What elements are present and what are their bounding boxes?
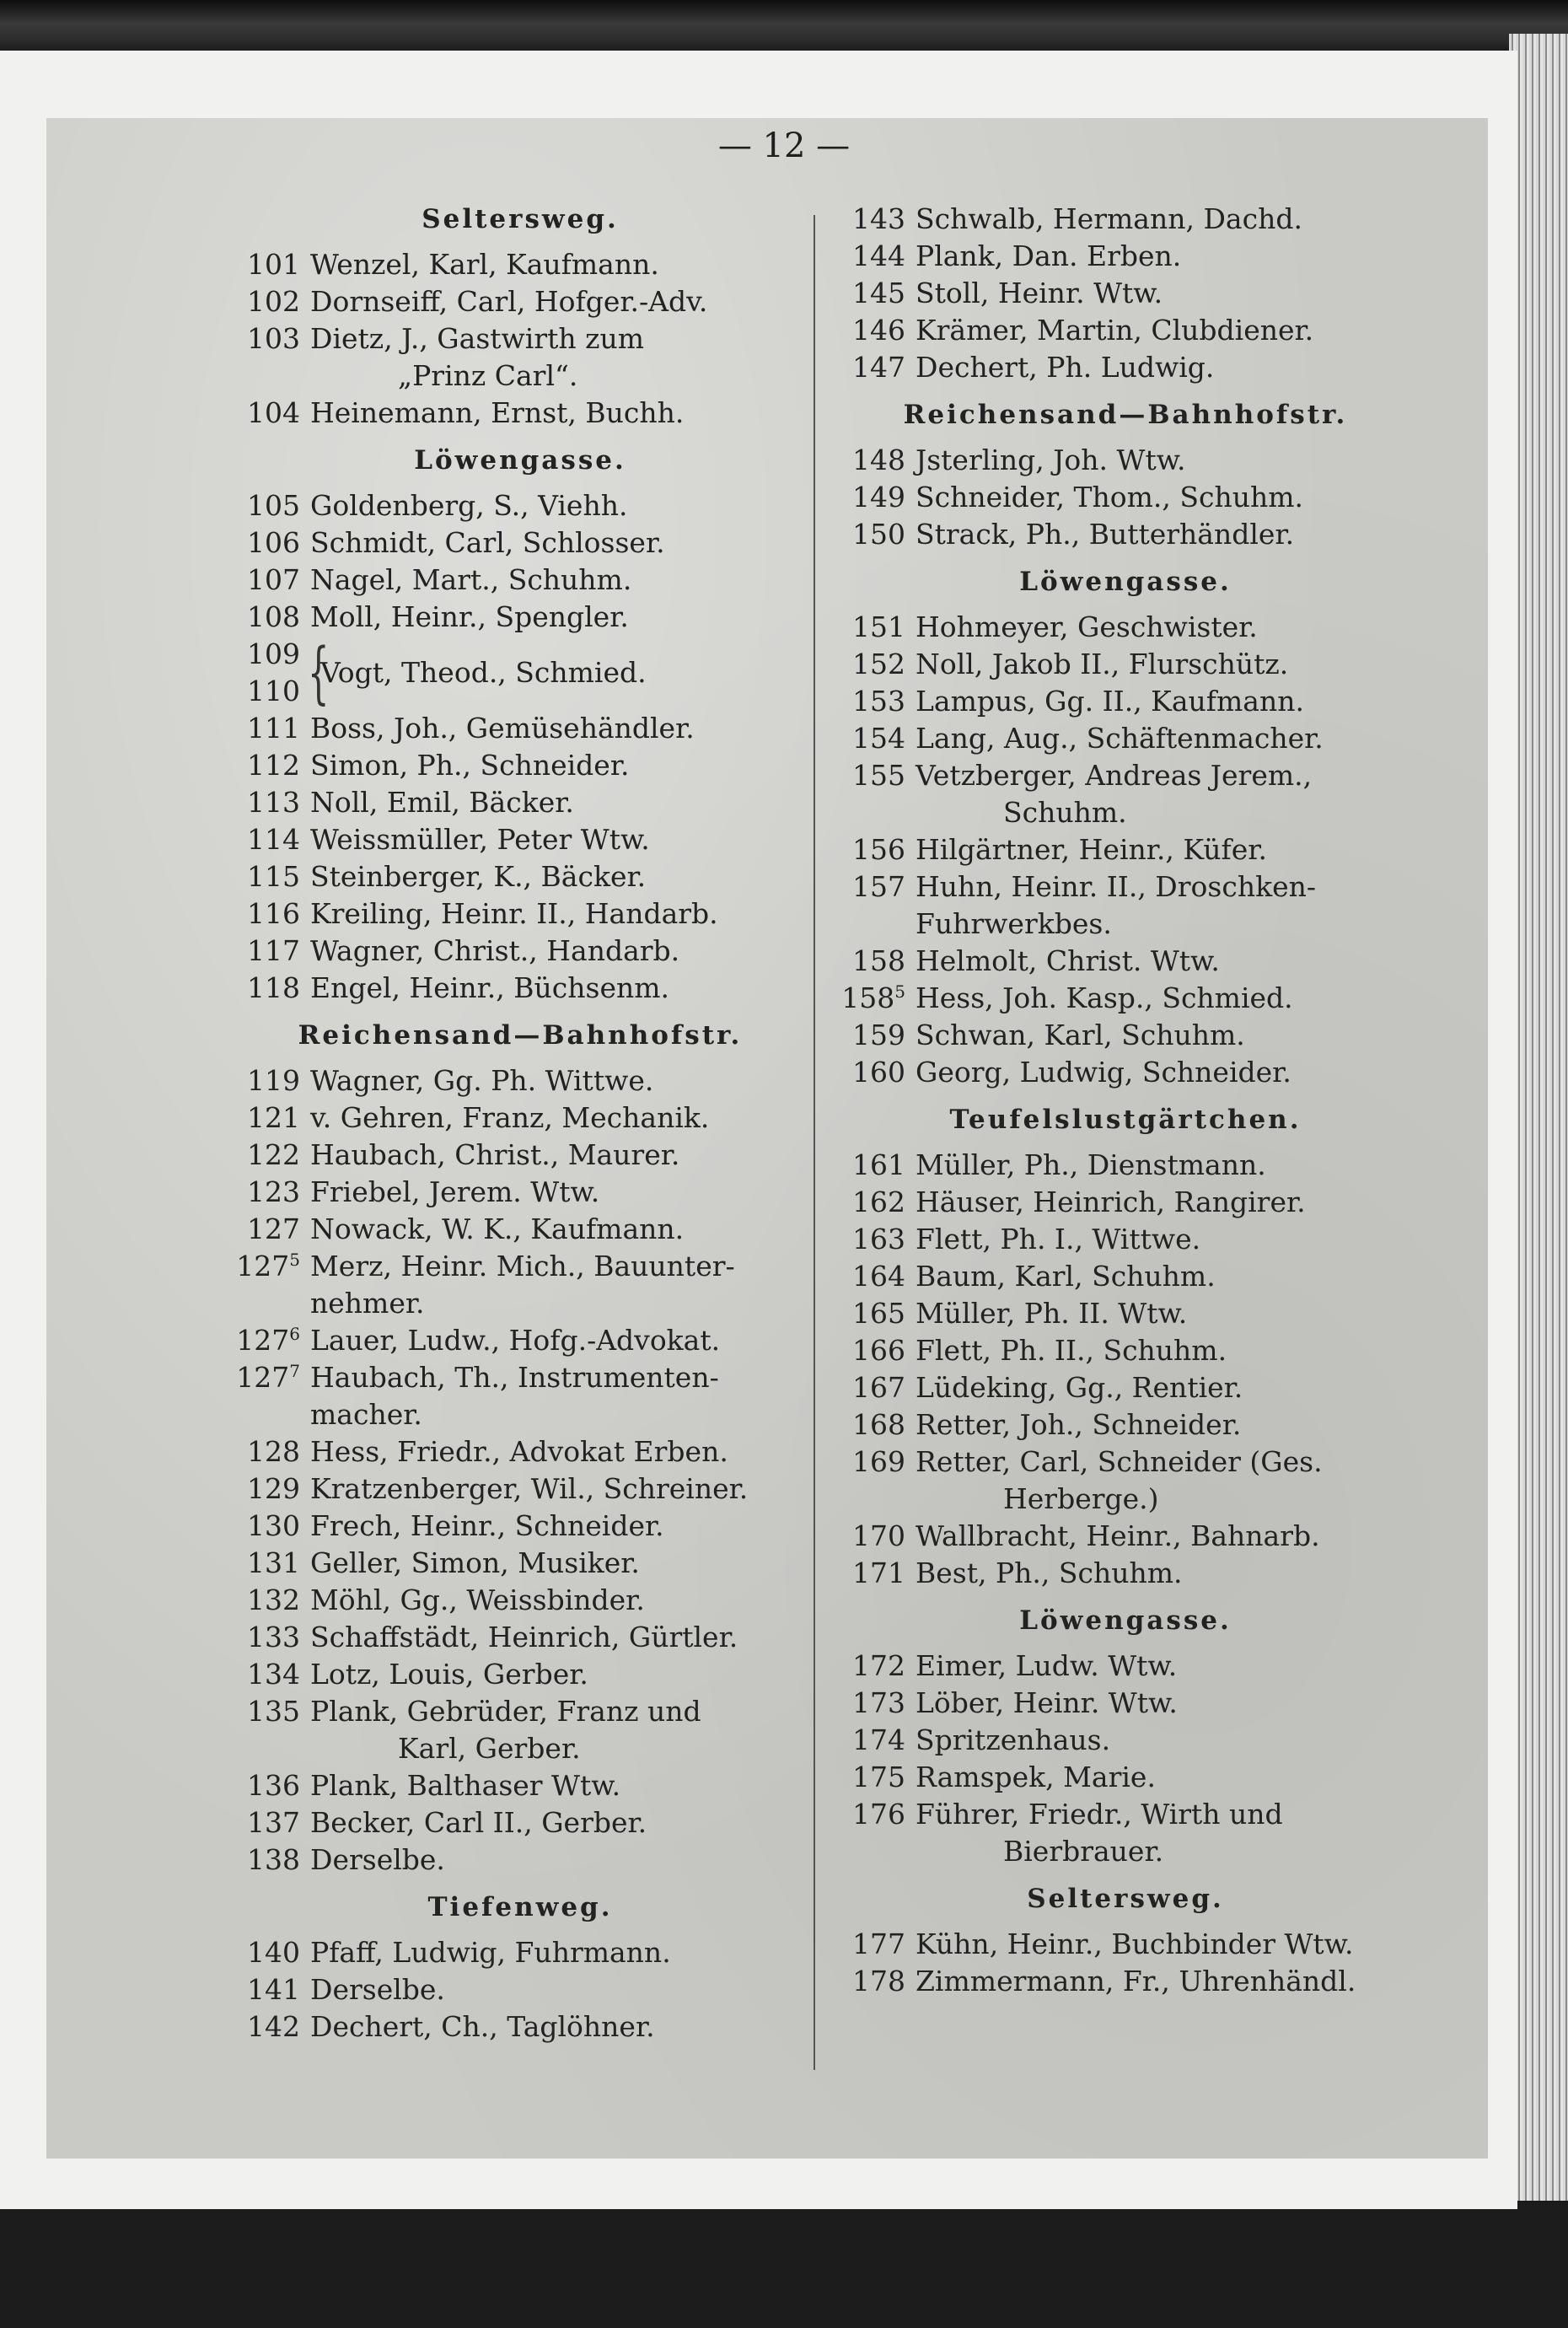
list-item [229, 633, 811, 712]
resident-entry: Weissmüller, Peter Wtw. [310, 823, 650, 856]
right-column [835, 201, 1416, 2000]
resident-entry: Schmidt, Carl, Schlosser. [310, 526, 665, 559]
resident-entry: Heinemann, Ernst, Buchh. [310, 396, 685, 429]
resident-entry: v. Gehren, Franz, Mechanik. [310, 1101, 710, 1134]
house-number: 171 [852, 1556, 905, 1589]
house-number: 113 [247, 786, 300, 819]
house-number: 142 [247, 2010, 300, 2043]
resident-entry: Führer, Friedr., Wirth und [916, 1798, 1283, 1831]
house-number: 107 [247, 563, 300, 596]
entry-continuation: „Prinz Carl“. [398, 359, 578, 392]
list-item [229, 1545, 811, 1582]
list-item [229, 895, 811, 933]
list-item [835, 1926, 1416, 1963]
street-heading: Löwengasse. [414, 445, 626, 476]
house-number: 127 [247, 1212, 300, 1245]
entry-continuation: Bierbrauer. [1003, 1835, 1164, 1868]
house-number: 178 [852, 1965, 905, 1997]
list-item [835, 1685, 1416, 1722]
resident-entry: Retter, Carl, Schneider (Ges. [916, 1445, 1323, 1478]
house-number: 147 [852, 351, 905, 384]
street-heading: Löwengasse. [1019, 1605, 1232, 1636]
resident-entry: Schneider, Thom., Schuhm. [916, 481, 1303, 513]
resident-entry: Lang, Aug., Schäftenmacher. [916, 722, 1324, 755]
house-number: 169 [852, 1445, 905, 1478]
house-number: 146 [852, 314, 905, 347]
house-number: 115 [247, 860, 300, 893]
house-number: $158^5$ [841, 981, 905, 1014]
list-item [835, 1332, 1416, 1369]
resident-entry: Dechert, Ch., Taglöhner. [310, 2010, 655, 2043]
resident-entry: Kühn, Heinr., Buchbinder Wtw. [916, 1927, 1354, 1960]
resident-entry: Löber, Heinr. Wtw. [916, 1686, 1178, 1719]
list-item [835, 646, 1416, 683]
brace-icon: { [308, 633, 330, 712]
list-item [835, 980, 1416, 1017]
house-number: 153 [852, 685, 905, 718]
resident-entry: Huhn, Heinr. II., Droschken- [916, 870, 1317, 903]
list-item [229, 1248, 811, 1285]
house-number: 129 [247, 1472, 300, 1505]
resident-entry: Eimer, Ludw. Wtw. [916, 1649, 1178, 1682]
house-number: 138 [247, 1843, 300, 1876]
house-number: 175 [852, 1761, 905, 1793]
list-item [229, 1137, 811, 1174]
list-item [835, 1444, 1416, 1481]
resident-entry: Vogt, Theod., Schmied. [320, 656, 647, 689]
house-number: 163 [852, 1223, 905, 1255]
list-item [835, 442, 1416, 479]
house-number: 162 [852, 1186, 905, 1218]
street-heading: Teufelslustgärtchen. [949, 1105, 1302, 1135]
house-number: 156 [852, 833, 905, 866]
house-number: 103 [247, 322, 300, 355]
resident-entry: Best, Ph., Schuhm. [916, 1556, 1183, 1589]
list-item [835, 479, 1416, 516]
house-number: 157 [852, 870, 905, 903]
resident-entry: Merz, Heinr. Mich., Bauunter- [310, 1250, 735, 1282]
resident-entry: Kreiling, Heinr. II., Handarb. [310, 897, 718, 930]
resident-entry: Lotz, Louis, Gerber. [310, 1658, 588, 1691]
street-heading: Löwengasse. [1019, 567, 1232, 597]
house-number: 167 [852, 1371, 905, 1404]
resident-entry: Pfaff, Ludwig, Fuhrmann. [310, 1936, 671, 1969]
house-number: 155 [852, 759, 905, 792]
resident-entry: Geller, Simon, Musiker. [310, 1546, 640, 1579]
house-number: 114 [247, 823, 300, 856]
entry-continuation: Herberge.) [1003, 1482, 1159, 1515]
resident-entry: Lauer, Ludw., Hofg.-Advokat. [310, 1324, 721, 1357]
page-edges [1509, 34, 1568, 2201]
list-item [835, 349, 1416, 386]
resident-entry: Vetzberger, Andreas Jerem., [916, 759, 1313, 792]
resident-entry: Dietz, J., Gastwirth zum [310, 322, 645, 355]
list-item [835, 720, 1416, 757]
resident-entry: Möhl, Gg., Weissbinder. [310, 1583, 645, 1616]
list-item [835, 201, 1416, 238]
list-item [229, 599, 811, 636]
list-item [229, 562, 811, 599]
resident-entry: Baum, Karl, Schuhm. [916, 1260, 1216, 1293]
list-item [229, 784, 811, 821]
list-item [229, 1841, 811, 1879]
list-item [229, 858, 811, 895]
list-item [229, 1582, 811, 1619]
list-item [229, 1099, 811, 1137]
list-item [835, 1963, 1416, 2000]
house-number: 136 [247, 1769, 300, 1802]
resident-entry: Nowack, W. K., Kaufmann. [310, 1212, 685, 1245]
house-number: 173 [852, 1686, 905, 1719]
resident-entry: Engel, Heinr., Büchsenm. [310, 971, 670, 1004]
house-number: 106 [247, 526, 300, 559]
list-item [835, 1295, 1416, 1332]
list-item [229, 747, 811, 784]
list-item [835, 312, 1416, 349]
house-number: 164 [852, 1260, 905, 1293]
list-item [229, 1508, 811, 1545]
house-number: $127^6$ [236, 1324, 300, 1357]
list-item [229, 1433, 811, 1470]
house-number: 122 [247, 1138, 300, 1171]
list-item [229, 1971, 811, 2008]
house-number: 108 [247, 600, 300, 633]
house-number: 135 [247, 1695, 300, 1728]
resident-entry: Frech, Heinr., Schneider. [310, 1509, 664, 1542]
house-number: 118 [247, 971, 300, 1004]
list-item [835, 516, 1416, 553]
house-number: 160 [852, 1056, 905, 1089]
house-number: 143 [852, 202, 905, 235]
house-number: $127^5$ [236, 1250, 300, 1282]
list-item [229, 1767, 811, 1804]
list-item [229, 1656, 811, 1693]
list-item [229, 1619, 811, 1656]
house-number: 145 [852, 277, 905, 309]
house-number: 102 [247, 285, 300, 318]
list-item [229, 970, 811, 1007]
house-number: 128 [247, 1435, 300, 1468]
house-number: 144 [852, 239, 905, 272]
list-item [229, 246, 811, 283]
list-item [835, 609, 1416, 646]
resident-entry: Zimmermann, Fr., Uhrenhändl. [916, 1965, 1356, 1997]
resident-entry: Krämer, Martin, Clubdiener. [916, 314, 1314, 347]
resident-entry: Nagel, Mart., Schuhm. [310, 563, 632, 596]
entry-continuation: Schuhm. [1003, 796, 1127, 829]
entry-continuation: Fuhrwerkbes. [916, 907, 1112, 940]
list-item [835, 1722, 1416, 1759]
street-heading: Seltersweg. [422, 204, 619, 234]
list-item [835, 1369, 1416, 1406]
list-item [229, 1693, 811, 1730]
list-item [229, 933, 811, 970]
resident-entry: Müller, Ph. II. Wtw. [916, 1297, 1188, 1330]
house-number: 110 [247, 675, 300, 707]
resident-entry: Spritzenhaus. [916, 1723, 1111, 1756]
house-number: 116 [247, 897, 300, 930]
house-number: 158 [852, 944, 905, 977]
resident-entry: Müller, Ph., Dienstmann. [916, 1148, 1266, 1181]
resident-entry: Derselbe. [310, 1973, 445, 2006]
house-number: 121 [247, 1101, 300, 1134]
resident-entry: Lampus, Gg. II., Kaufmann. [916, 685, 1304, 718]
resident-entry: Hilgärtner, Heinr., Küfer. [916, 833, 1267, 866]
house-number: 123 [247, 1175, 300, 1208]
page-number: — 12 — [717, 126, 851, 165]
list-item [229, 821, 811, 858]
resident-entry: Helmolt, Christ. Wtw. [916, 944, 1220, 977]
house-number: 152 [852, 648, 905, 680]
list-item [229, 524, 811, 562]
resident-entry: Schaffstädt, Heinrich, Gürtler. [310, 1621, 738, 1653]
resident-entry: Wallbracht, Heinr., Bahnarb. [916, 1519, 1320, 1552]
list-item [229, 1359, 811, 1396]
resident-entry: Haubach, Th., Instrumenten- [310, 1361, 719, 1394]
house-number: 148 [852, 444, 905, 476]
resident-entry: Retter, Joh., Schneider. [916, 1408, 1242, 1441]
street-heading: Tiefenweg. [427, 1892, 613, 1922]
street-heading: Reichensand—Bahnhofstr. [903, 400, 1348, 430]
house-number: 133 [247, 1621, 300, 1653]
resident-entry: Flett, Ph. I., Wittwe. [916, 1223, 1201, 1255]
list-item [229, 1804, 811, 1841]
list-item [835, 1054, 1416, 1091]
list-item [229, 283, 811, 320]
entry-continuation: nehmer. [310, 1287, 425, 1320]
resident-entry: Georg, Ludwig, Schneider. [916, 1056, 1291, 1089]
resident-entry: Schwalb, Hermann, Dachd. [916, 202, 1302, 235]
house-number: 140 [247, 1936, 300, 1969]
resident-entry: Flett, Ph. II., Schuhm. [916, 1334, 1227, 1367]
house-number: 168 [852, 1408, 905, 1441]
list-item [835, 1258, 1416, 1295]
list-item [835, 1147, 1416, 1184]
resident-entry: Noll, Jakob II., Flurschütz. [916, 648, 1289, 680]
list-item [229, 1322, 811, 1359]
house-number: 174 [852, 1723, 905, 1756]
resident-entry: Boss, Joh., Gemüsehändler. [310, 712, 695, 745]
house-number: 151 [852, 610, 905, 643]
list-item [835, 1221, 1416, 1258]
house-number: 104 [247, 396, 300, 429]
house-number: 109 [247, 637, 300, 670]
resident-entry: Hess, Friedr., Advokat Erben. [310, 1435, 728, 1468]
resident-entry: Stoll, Heinr. Wtw. [916, 277, 1163, 309]
list-item [835, 275, 1416, 312]
house-number: 137 [247, 1806, 300, 1839]
resident-entry: Steinberger, K., Bäcker. [310, 860, 647, 893]
resident-entry: Schwan, Karl, Schuhm. [916, 1019, 1245, 1051]
house-number: 132 [247, 1583, 300, 1616]
house-number: 154 [852, 722, 905, 755]
list-item [229, 1211, 811, 1248]
house-number: 141 [247, 1973, 300, 2006]
list-item [229, 487, 811, 524]
list-item [835, 1648, 1416, 1685]
resident-entry: Lüdeking, Gg., Rentier. [916, 1371, 1243, 1404]
resident-entry: Wagner, Gg. Ph. Wittwe. [310, 1064, 654, 1097]
list-item [835, 238, 1416, 275]
resident-entry: Hohmeyer, Geschwister. [916, 610, 1258, 643]
resident-entry: Dornseiff, Carl, Hofger.-Adv. [310, 285, 708, 318]
column-divider [814, 215, 815, 2070]
list-item [229, 1470, 811, 1508]
list-item [835, 831, 1416, 868]
list-item [835, 1518, 1416, 1555]
resident-entry: Derselbe. [310, 1843, 445, 1876]
house-number: 111 [247, 712, 300, 745]
resident-entry: Goldenberg, S., Viehh. [310, 489, 628, 522]
left-column [229, 201, 811, 2046]
resident-entry: Becker, Carl II., Gerber. [310, 1806, 647, 1839]
list-item [229, 1062, 811, 1099]
resident-entry: Wenzel, Karl, Kaufmann. [310, 248, 659, 281]
resident-entry: Hess, Joh. Kasp., Schmied. [916, 981, 1293, 1014]
list-item [835, 943, 1416, 980]
street-heading: Seltersweg. [1027, 1884, 1224, 1914]
house-number: 177 [852, 1927, 905, 1960]
resident-entry: Noll, Emil, Bäcker. [310, 786, 574, 819]
house-number: 166 [852, 1334, 905, 1367]
resident-entry: Simon, Ph., Schneider. [310, 749, 630, 782]
resident-entry: Ramspek, Marie. [916, 1761, 1156, 1793]
list-item [835, 1184, 1416, 1221]
resident-entry: Strack, Ph., Butterhändler. [916, 518, 1295, 551]
house-number: 161 [852, 1148, 905, 1181]
house-number: 149 [852, 481, 905, 513]
list-item [835, 1555, 1416, 1592]
list-item [229, 2008, 811, 2046]
list-item [835, 868, 1416, 906]
house-number: 165 [852, 1297, 905, 1330]
list-item [229, 710, 811, 747]
house-number-pair [229, 636, 303, 710]
list-item [229, 320, 811, 358]
resident-entry: Wagner, Christ., Handarb. [310, 934, 680, 967]
resident-entry: Plank, Dan. Erben. [916, 239, 1182, 272]
resident-entry: Friebel, Jerem. Wtw. [310, 1175, 600, 1208]
resident-entry: Plank, Gebrüder, Franz und [310, 1695, 701, 1728]
house-number: 105 [247, 489, 300, 522]
resident-entry: Haubach, Christ., Maurer. [310, 1138, 680, 1171]
house-number: 119 [247, 1064, 300, 1097]
house-number: 117 [247, 934, 300, 967]
resident-entry: Kratzenberger, Wil., Schreiner. [310, 1472, 749, 1505]
house-number: 131 [247, 1546, 300, 1579]
house-number: 112 [247, 749, 300, 782]
entry-continuation: macher. [310, 1398, 422, 1431]
list-item [229, 395, 811, 432]
resident-entry: Häuser, Heinrich, Rangirer. [916, 1186, 1306, 1218]
resident-entry: Plank, Balthaser Wtw. [310, 1769, 621, 1802]
house-number: 134 [247, 1658, 300, 1691]
list-item [835, 757, 1416, 794]
list-item [835, 1406, 1416, 1444]
house-number: 176 [852, 1798, 905, 1831]
house-number: 101 [247, 248, 300, 281]
street-heading: Reichensand—Bahnhofstr. [298, 1020, 743, 1051]
resident-entry: Jsterling, Joh. Wtw. [916, 444, 1186, 476]
house-number: 159 [852, 1019, 905, 1051]
entry-continuation: Karl, Gerber. [398, 1732, 581, 1765]
list-item [229, 1934, 811, 1971]
house-number: 170 [852, 1519, 905, 1552]
list-item [229, 1174, 811, 1211]
list-item [835, 1017, 1416, 1054]
resident-entry: Moll, Heinr., Spengler. [310, 600, 629, 633]
house-number: $127^7$ [236, 1361, 300, 1394]
house-number: 150 [852, 518, 905, 551]
list-item [835, 1796, 1416, 1833]
list-item [835, 1759, 1416, 1796]
house-number: 130 [247, 1509, 300, 1542]
house-number: 172 [852, 1649, 905, 1682]
list-item [835, 683, 1416, 720]
resident-entry: Dechert, Ph. Ludwig. [916, 351, 1215, 384]
